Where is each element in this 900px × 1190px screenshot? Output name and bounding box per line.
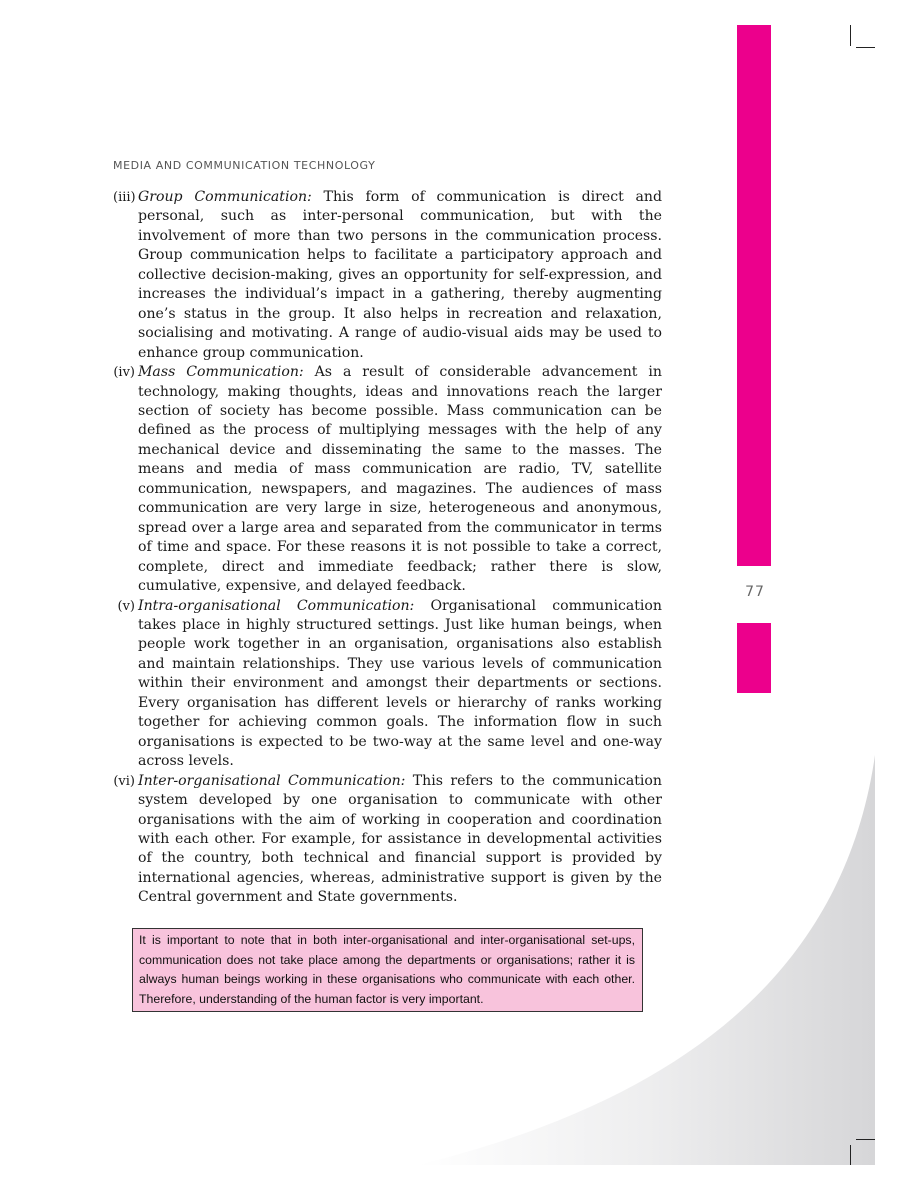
item-term: Mass Communication: bbox=[138, 364, 304, 381]
side-color-bar bbox=[737, 623, 771, 693]
item-text: This form of communication is direct and personal, such as inter-personal communication, but with the involvement of more than two persons in the communication process. Group communication helps to facilitate a participatory approach and collective decision-making, gives an opportunity for self-expression, and increases the individual’s impact in a gathering, thereby augmenting one’s status in the group. It also helps in recreation and relaxation, socialising and motivating. A range of audio-visual aids may be used to enhance group communication. bbox=[138, 189, 663, 361]
item-text: This refers to the communication system developed by one organisation to communicate with other organisations with the aim of working in cooperation and coordination with each other. For example, for assistance in developmental activities of the country, both technical and financial support is provided by international agencies, whereas, administrative support is given by the Central government and State governments. bbox=[138, 772, 662, 906]
list-item bbox=[113, 772, 662, 908]
item-term: Intra-organisational Communication: bbox=[138, 597, 415, 614]
running-header: MEDIA AND COMMUNICATION TECHNOLOGY bbox=[113, 159, 376, 172]
side-color-bar bbox=[737, 25, 771, 566]
list-item bbox=[113, 597, 662, 772]
item-number: (iii) bbox=[113, 190, 136, 205]
item-term: Inter-organisational Communication: bbox=[138, 772, 406, 789]
main-text bbox=[113, 188, 662, 908]
item-number: (iv) bbox=[113, 365, 135, 381]
item-text: Organisational communication takes place in highly structured settings. Just like human beings, when people work together in an organisation, organisations also establish and maintain relationships. They use various levels of communication within their environment and amongst their departments or sections. Every organisation has different levels or hierarchy of ranks working together for achieving common goals. The information flow in such organisations is expected to be two-way at the same level and one-way across levels. bbox=[138, 597, 662, 770]
item-number: (vi) bbox=[113, 773, 135, 789]
item-text: As a result of considerable advancement in technology, making thoughts, ideas and innovations reach the larger section of society has become possible. Mass communication can be defined as the process of multiplying messages with the help of any mechanical device and disseminating the same to the masses. The means and media of mass communication are radio, TV, satellite communication, newspapers, and magazines. The audiences of mass communication are very large in size, heterogeneous and anonymous, spread over a large area and separated from the communicator in terms of time and space. For these reasons it is not possible to take a correct, complete, direct and immediate feedback; rather there is slow, cumulative, expensive, and delayed feedback. bbox=[138, 364, 662, 595]
item-number: (v) bbox=[117, 598, 135, 614]
crop-mark bbox=[850, 25, 851, 46]
page-number: 77 bbox=[745, 584, 765, 600]
crop-mark bbox=[856, 1139, 875, 1140]
item-term: Group Communication: bbox=[138, 189, 312, 205]
list-item bbox=[113, 363, 662, 596]
list-item bbox=[113, 188, 662, 363]
crop-mark bbox=[850, 1145, 851, 1165]
crop-mark bbox=[856, 47, 875, 48]
note-box: It is important to note that in both inter-organisational and inter-organisational set-ups, communication does not take place among the departments or organisations; rather it is always human beings working in these organisations who communicate with each other. Therefore, understanding of the human factor is very important. bbox=[132, 928, 643, 1012]
